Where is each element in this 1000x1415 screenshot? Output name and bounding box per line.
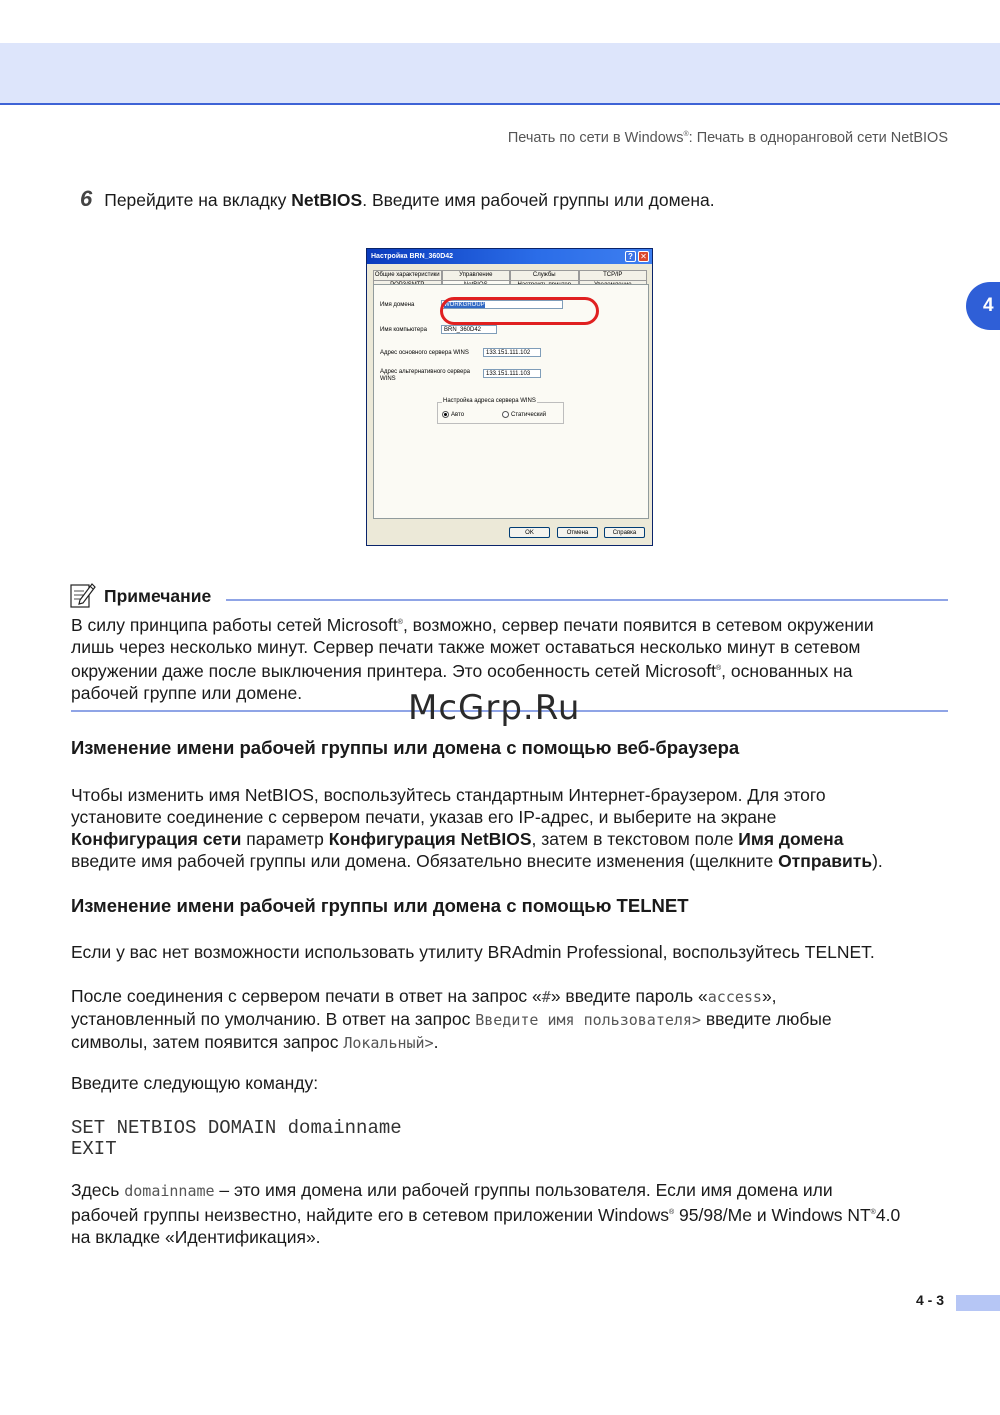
section-web-paragraph: Чтобы изменить имя NetBIOS, воспользуйтесь стандартным Интернет-браузером. Для этого установите соединение с сервером печати, указав его IP-адрес, и выберите на экране Конфигурация сети параметр Конфигурация NetBIOS, затем в текстовом поле Имя домена введите имя рабочей группы или домена. Обязательно внесите изменения (щелкните Отправить). — [71, 785, 883, 871]
help-button[interactable]: Справка — [604, 527, 645, 538]
wins-primary-input[interactable]: 133.151.111.102 — [483, 348, 541, 357]
wins-config-group-title: Настройка адреса сервера WINS — [443, 398, 536, 404]
chapter-tab: 4 — [966, 282, 1000, 330]
page-number-bar — [956, 1295, 1000, 1311]
domain-highlight-ring — [440, 297, 599, 325]
section-heading-web: Изменение имени рабочей группы или домена с помощью веб-браузера — [71, 737, 740, 758]
radio-static[interactable]: Статический — [502, 411, 546, 418]
computer-name-input[interactable]: BRN_360D42 — [441, 325, 497, 334]
note-title: Примечание — [104, 586, 212, 606]
dialog-titlebar: Настройка BRN_360D42 ? ✕ — [367, 249, 652, 264]
step-number: 6 — [80, 186, 93, 211]
telnet-command-block: SET NETBIOS DOMAIN domainname EXIT — [71, 1117, 402, 1160]
domain-name-input[interactable]: WORKGROUP — [441, 300, 563, 309]
tab-general[interactable]: Общие характеристики — [374, 272, 440, 278]
netbios-settings-dialog — [366, 248, 653, 546]
section-heading-telnet: Изменение имени рабочей группы или домена с помощью TELNET — [71, 895, 689, 916]
watermark: McGrp.Ru — [408, 688, 581, 728]
domain-name-label: Имя домена — [380, 302, 415, 308]
wins-primary-label: Адрес основного сервера WINS — [380, 350, 469, 356]
tab-management[interactable]: Управление — [442, 270, 511, 280]
domainname-explanation: Здесь domainname – это имя домена или рабочей группы пользователя. Если имя домена или рабочей группы неизвестно, найдите его в сетевом приложении Windows® 95/98/Me и Windows NT®4.0 на вкладке «Идентификация». — [71, 1180, 901, 1247]
wins-alt-input[interactable]: 133.151.111.103 — [483, 369, 541, 378]
step-instruction: 6 Перейдите на вкладку NetBIOS. Введите имя рабочей группы или домена. — [80, 186, 715, 211]
note-pencil-icon — [70, 582, 96, 608]
note-body: В силу принципа работы сетей Microsoft®, возможно, сервер печати появится в сетевом окружении лишь через несколько минут. Сервер печати также может оставаться несколько минут в сетевом окружении даже после выключения принтера. Это особенность сетей Microsoft®, основанных на рабочей группе или домене. — [71, 614, 874, 703]
telnet-login-paragraph: После соединения с сервером печати в ответ на запрос «#» введите пароль «access», установленный по умолчанию. В ответ на запрос Введите имя пользователя> введите любые символы, затем появится запрос Локальный>. — [71, 986, 832, 1052]
help-icon[interactable]: ? — [625, 251, 636, 262]
computer-name-label: Имя компьютера — [380, 327, 427, 333]
radio-auto[interactable]: Авто — [442, 411, 464, 418]
page-number: 4 - 3 — [916, 1292, 945, 1308]
tabs-row-1 — [373, 270, 647, 280]
wins-alt-label: Адрес альтернативного сервера WINS — [380, 369, 471, 382]
running-header: Печать по сети в Windows®: Печать в одноранговой сети NetBIOS — [507, 130, 948, 146]
telnet-intro-paragraph: Если у вас нет возможности использовать утилиту BRAdmin Professional, воспользуйтесь TELNET. — [71, 942, 875, 962]
close-icon[interactable]: ✕ — [638, 251, 649, 262]
top-header-band — [0, 43, 1000, 105]
tab-services[interactable]: Службы — [510, 270, 579, 280]
tab-tcpip[interactable]: TCP/IP — [579, 270, 648, 280]
ok-button[interactable]: OK — [509, 527, 550, 538]
command-intro: Введите следующую команду: — [71, 1073, 319, 1093]
cancel-button[interactable]: Отмена — [557, 527, 598, 538]
note-divider-top — [226, 599, 948, 601]
wins-config-group — [437, 398, 564, 424]
